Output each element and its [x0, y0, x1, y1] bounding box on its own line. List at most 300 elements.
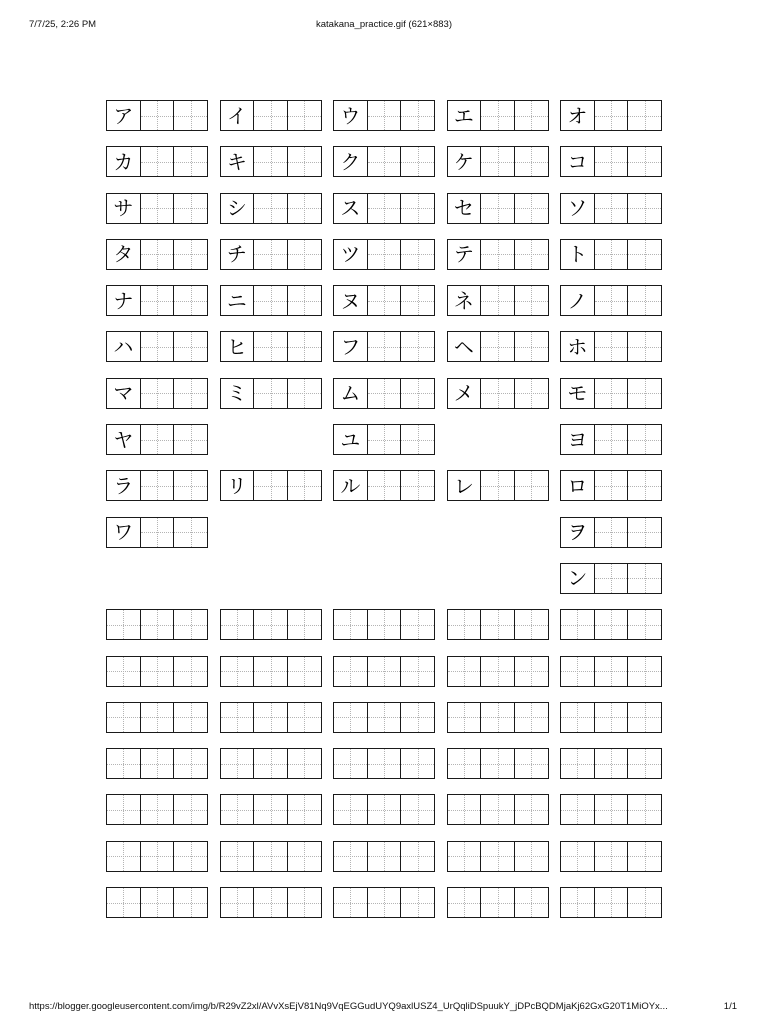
- practice-box[interactable]: [400, 425, 434, 454]
- practice-box[interactable]: [594, 286, 628, 315]
- practice-box[interactable]: [173, 147, 207, 176]
- practice-box[interactable]: [367, 332, 401, 361]
- practice-box[interactable]: [480, 657, 514, 686]
- practice-box[interactable]: [287, 657, 321, 686]
- model-character: ソ: [567, 196, 588, 221]
- model-character: ア: [113, 103, 134, 128]
- practice-box[interactable]: [140, 610, 174, 639]
- practice-box[interactable]: [140, 286, 174, 315]
- print-url: https://blogger.googleusercontent.com/img/b/R29vZ2xl/AVvXsEjV81Nq9VqEGGudUYQ9axlUSZ4_UrQqliDSpuukY_jDPcBQDMjaKj62GxG20T1MiOYx...: [29, 1001, 668, 1012]
- practice-strip: [106, 424, 208, 455]
- practice-strip: [560, 563, 662, 594]
- model-character: セ: [453, 196, 474, 221]
- practice-strip: [333, 285, 435, 316]
- practice-box[interactable]: [448, 842, 481, 871]
- practice-box[interactable]: [561, 888, 594, 917]
- practice-box[interactable]: [400, 379, 434, 408]
- blank-practice-strip: [220, 887, 322, 918]
- practice-strip: [220, 470, 322, 501]
- practice-box[interactable]: [253, 240, 287, 269]
- practice-strip: [447, 470, 549, 501]
- practice-box[interactable]: [140, 379, 174, 408]
- model-character: ヘ: [453, 334, 474, 359]
- practice-box[interactable]: [221, 842, 254, 871]
- model-character: ハ: [113, 334, 134, 359]
- model-character: キ: [226, 149, 247, 174]
- model-character: ケ: [453, 149, 474, 174]
- practice-box[interactable]: [480, 101, 514, 130]
- practice-box[interactable]: [367, 194, 401, 223]
- model-character: ヲ: [567, 520, 588, 545]
- practice-box[interactable]: [400, 194, 434, 223]
- practice-box[interactable]: [367, 471, 401, 500]
- model-character: ホ: [567, 334, 588, 359]
- practice-box[interactable]: [140, 657, 174, 686]
- practice-box[interactable]: [253, 703, 287, 732]
- practice-strip: [560, 193, 662, 224]
- model-character: ク: [340, 149, 361, 174]
- practice-box[interactable]: [140, 147, 174, 176]
- practice-strip: [447, 331, 549, 362]
- model-character: イ: [226, 103, 247, 128]
- model-character: ス: [340, 196, 361, 221]
- practice-box[interactable]: [253, 379, 287, 408]
- practice-box[interactable]: [253, 842, 287, 871]
- practice-strip: [560, 239, 662, 270]
- practice-box[interactable]: [140, 703, 174, 732]
- model-character: ヨ: [567, 427, 588, 452]
- practice-box[interactable]: [334, 888, 367, 917]
- blank-practice-strip: [560, 656, 662, 687]
- model-character: メ: [453, 381, 474, 406]
- practice-box[interactable]: [221, 703, 254, 732]
- practice-box[interactable]: [367, 749, 401, 778]
- model-character: サ: [113, 196, 134, 221]
- practice-box[interactable]: [627, 842, 661, 871]
- practice-box[interactable]: [367, 379, 401, 408]
- blank-practice-strip: [220, 656, 322, 687]
- print-header: [0, 0, 768, 40]
- practice-box[interactable]: [173, 749, 207, 778]
- blank-practice-strip: [333, 609, 435, 640]
- practice-box[interactable]: [140, 795, 174, 824]
- blank-practice-strip: [560, 887, 662, 918]
- practice-box[interactable]: [480, 703, 514, 732]
- model-character: コ: [567, 149, 588, 174]
- print-date: 7/7/25, 2:26 PM: [29, 19, 97, 30]
- practice-box[interactable]: [480, 194, 514, 223]
- model-character: オ: [567, 103, 588, 128]
- empty-slot: [220, 424, 322, 455]
- model-character: フ: [340, 334, 361, 359]
- practice-strip: [220, 146, 322, 177]
- practice-box[interactable]: [140, 749, 174, 778]
- practice-box[interactable]: [173, 842, 207, 871]
- model-character: タ: [113, 242, 134, 267]
- practice-box[interactable]: [253, 147, 287, 176]
- practice-box[interactable]: [173, 286, 207, 315]
- practice-box[interactable]: [594, 147, 628, 176]
- practice-box[interactable]: [400, 240, 434, 269]
- practice-strip: [220, 239, 322, 270]
- practice-strip: [447, 285, 549, 316]
- practice-box[interactable]: [514, 888, 548, 917]
- model-character: エ: [453, 103, 474, 128]
- practice-box[interactable]: [107, 703, 140, 732]
- practice-strip: [106, 285, 208, 316]
- practice-box[interactable]: [514, 703, 548, 732]
- practice-strip: [106, 517, 208, 548]
- practice-box[interactable]: [594, 795, 628, 824]
- practice-box[interactable]: [107, 795, 140, 824]
- practice-box[interactable]: [253, 749, 287, 778]
- practice-box[interactable]: [140, 332, 174, 361]
- practice-box[interactable]: [173, 610, 207, 639]
- practice-box[interactable]: [367, 240, 401, 269]
- model-character: ミ: [226, 381, 247, 406]
- blank-practice-strip: [220, 609, 322, 640]
- practice-box[interactable]: [367, 795, 401, 824]
- practice-box[interactable]: [173, 888, 207, 917]
- practice-box[interactable]: [561, 749, 594, 778]
- practice-strip: [333, 239, 435, 270]
- practice-box[interactable]: [173, 471, 207, 500]
- practice-box[interactable]: [594, 564, 628, 593]
- practice-box[interactable]: [594, 657, 628, 686]
- practice-box[interactable]: [400, 332, 434, 361]
- practice-box[interactable]: [627, 888, 661, 917]
- practice-box[interactable]: [480, 240, 514, 269]
- practice-box[interactable]: [514, 332, 548, 361]
- practice-box[interactable]: [287, 471, 321, 500]
- practice-box[interactable]: [627, 657, 661, 686]
- practice-box[interactable]: [594, 518, 628, 547]
- practice-box[interactable]: [367, 842, 401, 871]
- practice-strip: [106, 239, 208, 270]
- practice-box[interactable]: [287, 332, 321, 361]
- blank-practice-strip: [106, 702, 208, 733]
- blank-practice-strip: [220, 794, 322, 825]
- blank-practice-strip: [560, 841, 662, 872]
- practice-box[interactable]: [514, 240, 548, 269]
- practice-strip: [560, 378, 662, 409]
- practice-strip: [333, 193, 435, 224]
- practice-box[interactable]: [627, 286, 661, 315]
- practice-box[interactable]: [173, 379, 207, 408]
- practice-box[interactable]: [173, 703, 207, 732]
- practice-box[interactable]: [140, 101, 174, 130]
- practice-box[interactable]: [367, 147, 401, 176]
- practice-box[interactable]: [514, 101, 548, 130]
- blank-practice-strip: [560, 794, 662, 825]
- practice-box[interactable]: [514, 471, 548, 500]
- practice-box[interactable]: [594, 194, 628, 223]
- practice-box[interactable]: [140, 471, 174, 500]
- practice-box[interactable]: [221, 888, 254, 917]
- practice-box[interactable]: [480, 842, 514, 871]
- practice-box[interactable]: [107, 888, 140, 917]
- practice-box[interactable]: [594, 842, 628, 871]
- practice-box[interactable]: [287, 795, 321, 824]
- practice-box[interactable]: [221, 657, 254, 686]
- practice-box[interactable]: [173, 240, 207, 269]
- practice-strip: [560, 146, 662, 177]
- practice-box[interactable]: [594, 379, 628, 408]
- practice-box[interactable]: [367, 888, 401, 917]
- practice-box[interactable]: [287, 610, 321, 639]
- practice-box[interactable]: [514, 147, 548, 176]
- practice-box[interactable]: [400, 610, 434, 639]
- practice-box[interactable]: [627, 564, 661, 593]
- practice-strip: [333, 146, 435, 177]
- practice-box[interactable]: [594, 101, 628, 130]
- model-character: ヤ: [113, 427, 134, 452]
- practice-box[interactable]: [561, 795, 594, 824]
- practice-box[interactable]: [480, 471, 514, 500]
- practice-strip: [560, 100, 662, 131]
- practice-strip: [220, 285, 322, 316]
- blank-practice-strip: [333, 794, 435, 825]
- model-character: ツ: [340, 242, 361, 267]
- print-title: katakana_practice.gif (621×883): [316, 19, 452, 30]
- practice-strip: [220, 100, 322, 131]
- practice-box[interactable]: [400, 657, 434, 686]
- practice-box[interactable]: [480, 795, 514, 824]
- practice-box[interactable]: [287, 888, 321, 917]
- practice-box[interactable]: [253, 194, 287, 223]
- practice-box[interactable]: [173, 332, 207, 361]
- practice-box[interactable]: [140, 842, 174, 871]
- practice-box[interactable]: [594, 749, 628, 778]
- blank-practice-strip: [560, 702, 662, 733]
- practice-strip: [333, 331, 435, 362]
- practice-box[interactable]: [627, 703, 661, 732]
- practice-box[interactable]: [480, 610, 514, 639]
- practice-box[interactable]: [561, 842, 594, 871]
- practice-box[interactable]: [367, 610, 401, 639]
- practice-strip: [447, 378, 549, 409]
- practice-box[interactable]: [448, 749, 481, 778]
- model-character: ロ: [567, 473, 588, 498]
- practice-box[interactable]: [480, 379, 514, 408]
- practice-box[interactable]: [140, 888, 174, 917]
- practice-box[interactable]: [514, 379, 548, 408]
- practice-box[interactable]: [627, 240, 661, 269]
- blank-practice-strip: [106, 887, 208, 918]
- practice-box[interactable]: [253, 610, 287, 639]
- practice-box[interactable]: [253, 101, 287, 130]
- practice-strip: [106, 146, 208, 177]
- empty-slot: [333, 563, 435, 594]
- practice-strip: [447, 100, 549, 131]
- practice-box[interactable]: [400, 471, 434, 500]
- model-character: リ: [226, 473, 247, 498]
- practice-box[interactable]: [594, 425, 628, 454]
- practice-box[interactable]: [627, 147, 661, 176]
- model-character: ヌ: [340, 288, 361, 313]
- practice-box[interactable]: [594, 240, 628, 269]
- practice-box[interactable]: [287, 240, 321, 269]
- practice-box[interactable]: [107, 749, 140, 778]
- practice-box[interactable]: [627, 194, 661, 223]
- practice-box[interactable]: [334, 842, 367, 871]
- practice-box[interactable]: [334, 657, 367, 686]
- practice-box[interactable]: [173, 657, 207, 686]
- practice-box[interactable]: [514, 795, 548, 824]
- model-character: ヒ: [226, 334, 247, 359]
- practice-box[interactable]: [221, 749, 254, 778]
- blank-practice-strip: [220, 702, 322, 733]
- practice-box[interactable]: [561, 657, 594, 686]
- blank-practice-strip: [333, 748, 435, 779]
- practice-box[interactable]: [253, 888, 287, 917]
- practice-box[interactable]: [173, 101, 207, 130]
- practice-box[interactable]: [400, 703, 434, 732]
- practice-box[interactable]: [627, 101, 661, 130]
- practice-box[interactable]: [287, 842, 321, 871]
- practice-box[interactable]: [400, 147, 434, 176]
- practice-strip: [333, 100, 435, 131]
- practice-box[interactable]: [367, 657, 401, 686]
- practice-box[interactable]: [400, 842, 434, 871]
- practice-box[interactable]: [140, 194, 174, 223]
- model-character: ニ: [226, 288, 247, 313]
- practice-box[interactable]: [514, 657, 548, 686]
- practice-box[interactable]: [221, 610, 254, 639]
- practice-box[interactable]: [253, 286, 287, 315]
- model-character: ノ: [567, 288, 588, 313]
- practice-box[interactable]: [173, 518, 207, 547]
- practice-box[interactable]: [400, 101, 434, 130]
- model-character: ナ: [113, 288, 134, 313]
- practice-strip: [106, 193, 208, 224]
- practice-box[interactable]: [367, 286, 401, 315]
- empty-slot: [447, 563, 549, 594]
- model-character: ネ: [453, 288, 474, 313]
- practice-box[interactable]: [448, 657, 481, 686]
- practice-box[interactable]: [480, 147, 514, 176]
- practice-box[interactable]: [253, 795, 287, 824]
- practice-box[interactable]: [173, 425, 207, 454]
- practice-box[interactable]: [448, 795, 481, 824]
- practice-box[interactable]: [287, 379, 321, 408]
- practice-box[interactable]: [173, 194, 207, 223]
- model-character: モ: [567, 381, 588, 406]
- practice-box[interactable]: [253, 332, 287, 361]
- practice-box[interactable]: [287, 194, 321, 223]
- practice-box[interactable]: [140, 240, 174, 269]
- practice-strip: [560, 470, 662, 501]
- model-character: カ: [113, 149, 134, 174]
- model-character: ト: [567, 242, 588, 267]
- practice-box[interactable]: [173, 795, 207, 824]
- practice-box[interactable]: [367, 101, 401, 130]
- practice-box[interactable]: [400, 286, 434, 315]
- practice-box[interactable]: [140, 518, 174, 547]
- practice-box[interactable]: [253, 657, 287, 686]
- empty-slot: [220, 563, 322, 594]
- practice-box[interactable]: [253, 471, 287, 500]
- blank-practice-strip: [106, 748, 208, 779]
- practice-box[interactable]: [400, 749, 434, 778]
- practice-box[interactable]: [107, 610, 140, 639]
- practice-strip: [447, 146, 549, 177]
- practice-box[interactable]: [287, 147, 321, 176]
- practice-box[interactable]: [287, 286, 321, 315]
- model-character: テ: [453, 242, 474, 267]
- practice-box[interactable]: [594, 888, 628, 917]
- practice-strip: [447, 193, 549, 224]
- practice-box[interactable]: [561, 610, 594, 639]
- practice-box[interactable]: [448, 703, 481, 732]
- katakana-worksheet: [106, 100, 662, 918]
- practice-box[interactable]: [221, 795, 254, 824]
- practice-box[interactable]: [627, 795, 661, 824]
- model-character: ウ: [340, 103, 361, 128]
- practice-box[interactable]: [334, 749, 367, 778]
- practice-box[interactable]: [594, 703, 628, 732]
- practice-box[interactable]: [627, 425, 661, 454]
- practice-box[interactable]: [448, 610, 481, 639]
- practice-box[interactable]: [480, 749, 514, 778]
- practice-box[interactable]: [627, 518, 661, 547]
- practice-box[interactable]: [627, 610, 661, 639]
- practice-box[interactable]: [107, 657, 140, 686]
- practice-strip: [106, 470, 208, 501]
- practice-box[interactable]: [514, 286, 548, 315]
- practice-box[interactable]: [514, 610, 548, 639]
- practice-box[interactable]: [334, 795, 367, 824]
- practice-box[interactable]: [594, 332, 628, 361]
- practice-box[interactable]: [140, 425, 174, 454]
- practice-box[interactable]: [287, 703, 321, 732]
- blank-practice-strip: [447, 656, 549, 687]
- practice-box[interactable]: [594, 471, 628, 500]
- practice-strip: [220, 193, 322, 224]
- blank-practice-strip: [106, 794, 208, 825]
- practice-box[interactable]: [334, 610, 367, 639]
- practice-box[interactable]: [594, 610, 628, 639]
- practice-box[interactable]: [514, 749, 548, 778]
- practice-box[interactable]: [334, 703, 367, 732]
- practice-box[interactable]: [287, 101, 321, 130]
- practice-box[interactable]: [287, 749, 321, 778]
- practice-box[interactable]: [480, 286, 514, 315]
- practice-box[interactable]: [514, 842, 548, 871]
- blank-practice-strip: [560, 748, 662, 779]
- practice-box[interactable]: [107, 842, 140, 871]
- practice-box[interactable]: [627, 749, 661, 778]
- blank-practice-strip: [106, 609, 208, 640]
- practice-box[interactable]: [514, 194, 548, 223]
- practice-box[interactable]: [400, 888, 434, 917]
- practice-box[interactable]: [480, 888, 514, 917]
- practice-box[interactable]: [367, 703, 401, 732]
- blank-practice-strip: [220, 748, 322, 779]
- practice-strip: [560, 331, 662, 362]
- practice-box[interactable]: [627, 332, 661, 361]
- empty-slot: [333, 517, 435, 548]
- practice-box[interactable]: [480, 332, 514, 361]
- practice-box[interactable]: [400, 795, 434, 824]
- practice-box[interactable]: [448, 888, 481, 917]
- practice-box[interactable]: [627, 379, 661, 408]
- practice-box[interactable]: [627, 471, 661, 500]
- practice-strip: [333, 378, 435, 409]
- practice-box[interactable]: [561, 703, 594, 732]
- practice-strip: [333, 424, 435, 455]
- practice-box[interactable]: [367, 425, 401, 454]
